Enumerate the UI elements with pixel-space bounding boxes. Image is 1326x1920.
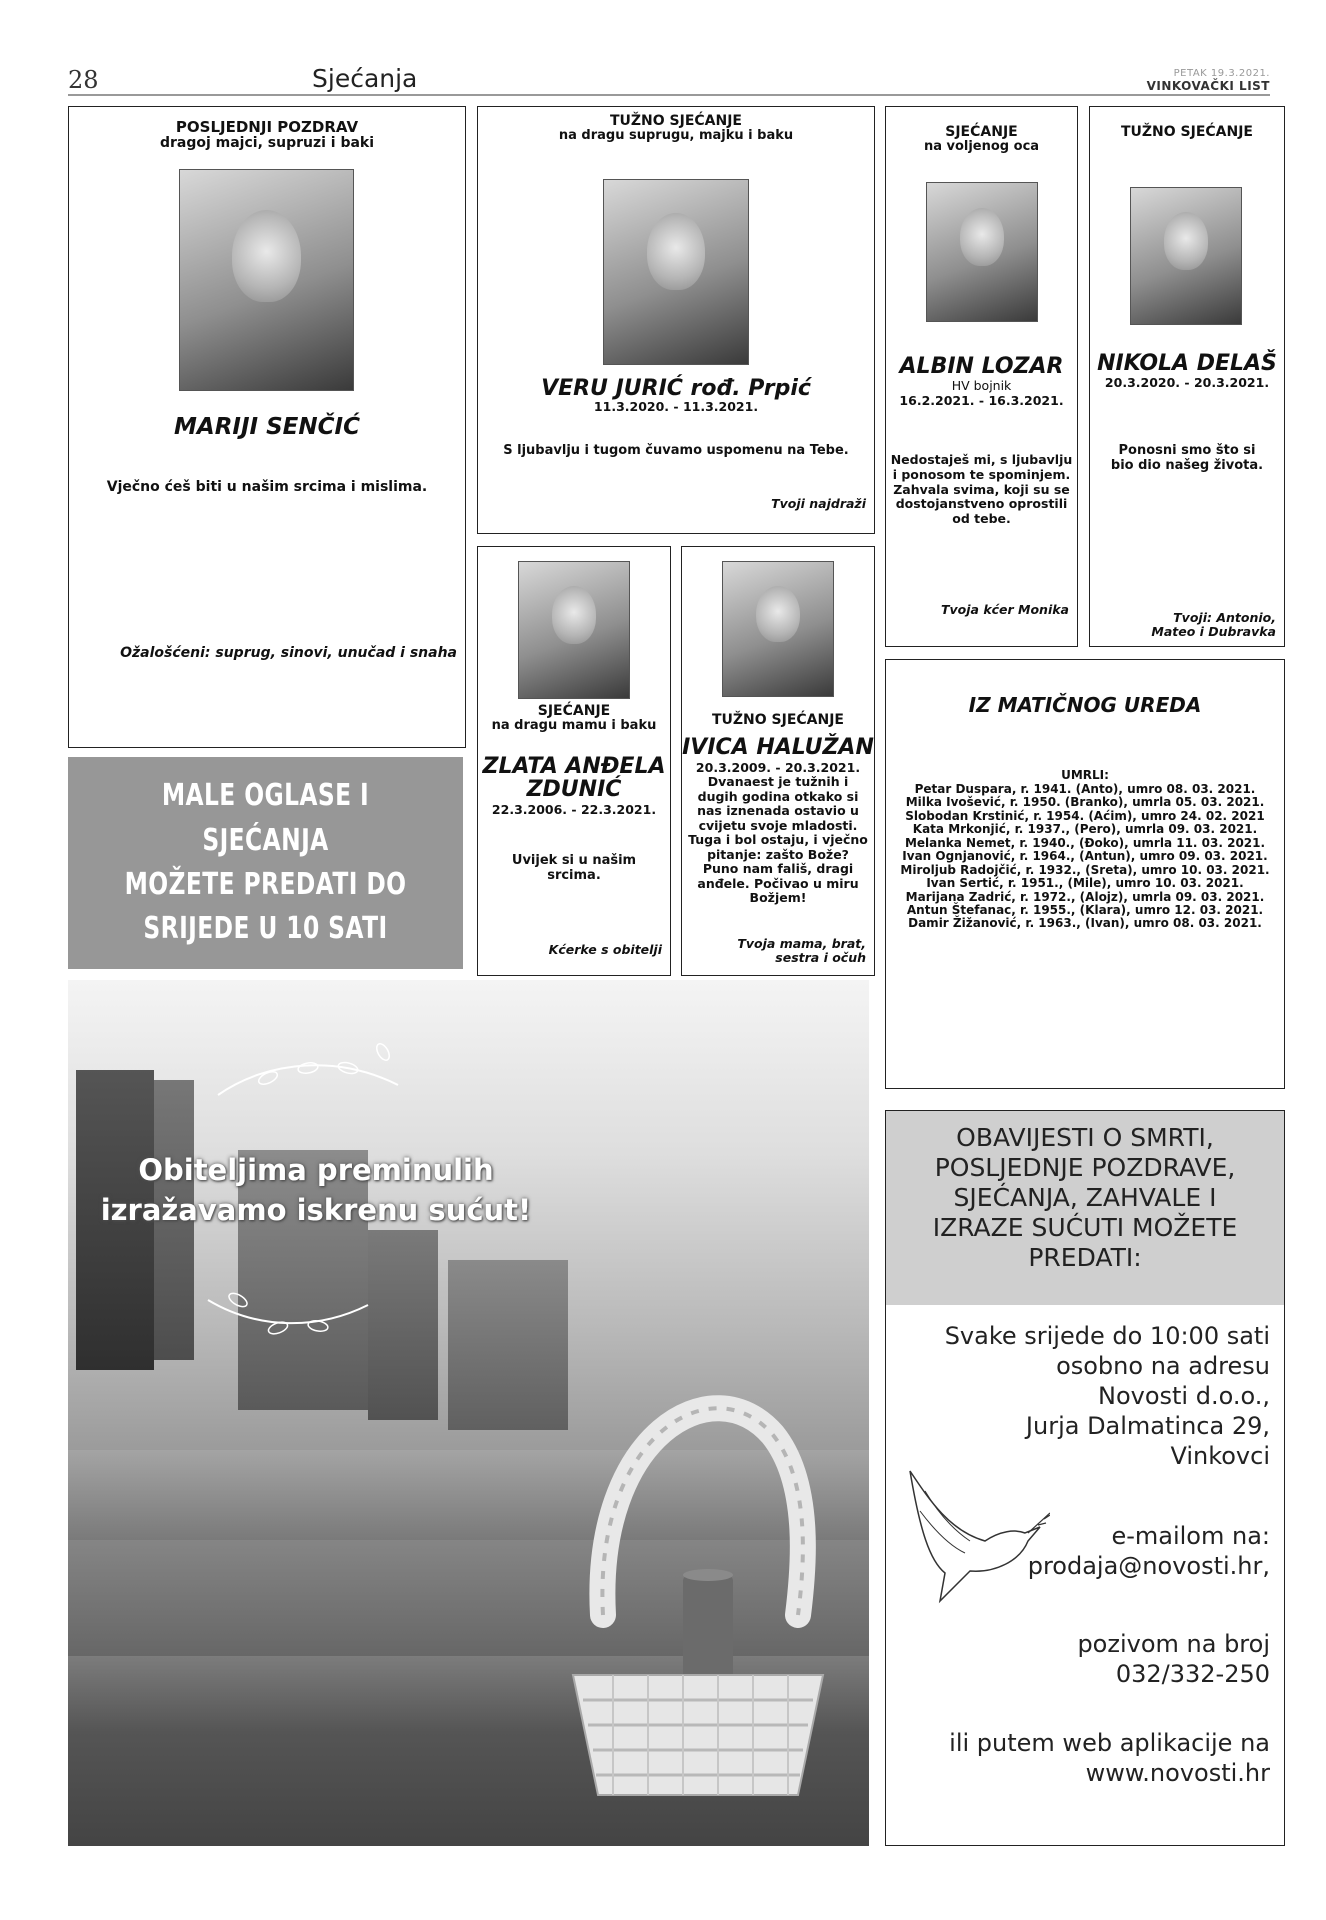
basket-illustration [563, 1375, 833, 1805]
notice-message: Vječno ćeš biti u našim srcima i mislima. [106, 479, 428, 495]
condolence-ad [68, 980, 869, 1846]
signature-line: sestra i očuh [775, 950, 866, 966]
notice-ivica-haluzan [681, 546, 875, 976]
section-title: Sjećanja [312, 64, 418, 93]
life-dates: 22.3.2006. - 22.3.2021. [491, 802, 657, 817]
notice-subtitle: dragoj majci, supruzi i baki [159, 134, 375, 151]
signature-line: Mateo i Dubravka [1151, 624, 1276, 640]
info-line: prodaja@novosti.hr, [1027, 1552, 1270, 1580]
paper-name: VINKOVAČKI LIST [1146, 79, 1270, 93]
deceased-name: MARIJI SENČIĆ [174, 414, 360, 440]
promo-line: SRIJEDE U 10 SATI [143, 911, 388, 947]
in-person-info [945, 1321, 1270, 1471]
info-line: 032/332-250 [1115, 1660, 1270, 1688]
notice-signature: Ožalošćeni: suprug, sinovi, unučad i snaha [120, 645, 457, 661]
deceased-entry: Ivan Ognjanović, r. 1964., (Antun), umro 09. 03. 2021. [902, 849, 1268, 864]
notice-title: SJEĆANJE [945, 124, 1018, 140]
notice-signature [737, 937, 866, 966]
deceased-entry: Antun Štefanac, r. 1955., (Klara), umro 12. 03. 2021. [906, 902, 1264, 917]
submission-heading [886, 1111, 1284, 1305]
leaf-ornament-icon [208, 1040, 408, 1110]
notice-title: POSLJEDNJI POZDRAV [175, 118, 359, 136]
page-number: 28 [68, 66, 99, 94]
deceased-entry: Ivan Sertić, r. 1951., (Mile), umro 10. 03. 2021. [926, 876, 1244, 891]
registry-office-box [885, 659, 1285, 1089]
notice-message: Uvijek si u našim srcima. [511, 853, 637, 884]
dove-icon [900, 1461, 1050, 1611]
email-info [1028, 1521, 1270, 1581]
info-line: Svake srijede do 10:00 sati [944, 1322, 1270, 1350]
signature-line: Tvoji: Antonio, [1173, 610, 1276, 625]
notice-title: TUŽNO SJEĆANJE [609, 113, 742, 129]
promo-text [111, 774, 419, 952]
life-dates: 20.3.2020. - 20.3.2021. [1104, 375, 1270, 390]
deceased-label: UMRLI: [1061, 768, 1109, 782]
deceased-entry: Kata Mrkonjić, r. 1937., (Pero), umrla 09. 03. 2021. [912, 822, 1258, 837]
deceased-name [478, 755, 670, 801]
notice-subtitle: na dragu mamu i baku [491, 718, 657, 734]
rank: HV bojnik [951, 378, 1012, 393]
promo-line: MALE OGLASE I SJEĆANJA [161, 778, 370, 858]
notice-title: TUŽNO SJEĆANJE [711, 712, 844, 728]
promo-banner [68, 757, 463, 969]
condolence-message [96, 1150, 536, 1230]
ad-line: izražavamo iskrenu sućut! [100, 1193, 532, 1228]
notice-message: Dvanaest je tužnih i dugih godina otkako si nas iznenada ostavio u cvijetu svoje mladosti. Tuga i bol ostaju, i vječno pitanje: zašto Bože? Puno nam fališ, dragi anđele. Počivao u miru Božjem! [688, 774, 868, 905]
deceased-entry: Damir Žižanović, r. 1963., (Ivan), umro 08. 03. 2021. [908, 916, 1262, 931]
info-line: Novosti d.o.o., [1097, 1382, 1270, 1410]
notice-subtitle: na voljenog oca [923, 139, 1040, 155]
info-line: e-mailom na: [1111, 1522, 1270, 1550]
deceased-entry: Milka Ivošević, r. 1950. (Branko), umrla 05. 03. 2021. [905, 795, 1265, 810]
life-dates: 11.3.2020. - 11.3.2021. [593, 399, 759, 414]
issue-date: PETAK 19.3.2021. [1173, 68, 1270, 79]
leaf-ornament-icon [198, 1280, 378, 1350]
name-line: ZDUNIĆ [526, 777, 622, 803]
web-info [949, 1728, 1270, 1788]
portrait-photo [722, 561, 834, 697]
portrait-photo [518, 561, 630, 699]
notice-message: Nedostaješ mi, s ljubavlju i ponosom te spominjem. Zahvala svima, koji su se dostojanstveno oprostili od tebe. [890, 452, 1073, 526]
life-dates: 20.3.2009. - 20.3.2021. [695, 760, 861, 775]
life-dates: 16.2.2021. - 16.3.2021. [899, 393, 1064, 408]
heading-line: IZRAZE SUĆUTI MOŽETE [932, 1213, 1238, 1242]
notice-signature: Tvoji najdraži [771, 496, 866, 511]
name-line: ZLATA ANĐELA [482, 754, 666, 779]
notice-zlata-zdunic [477, 546, 671, 976]
notice-signature [1151, 611, 1276, 640]
deceased-entry: Marijana Zadrić, r. 1972., (Alojz), umrla 09. 03. 2021. [905, 889, 1265, 904]
notice-albin-lozar [885, 106, 1078, 647]
masthead [1147, 68, 1270, 93]
portrait-photo [926, 182, 1038, 322]
promo-line: MOŽETE PREDATI DO [124, 867, 407, 902]
registry-title: IZ MATIČNOG UREDA [968, 693, 1202, 717]
notice-title: TUŽNO SJEĆANJE [1120, 124, 1253, 140]
submission-info-box [885, 1110, 1285, 1846]
heading-line: OBAVIJESTI O SMRTI, [956, 1123, 1214, 1152]
notice-signature: Kćerke s obitelji [548, 942, 662, 957]
deceased-entry: Miroljub Radojčić, r. 1932., (Sreta), umro 10. 03. 2021. [900, 862, 1270, 877]
notice-marija-sencic [68, 106, 466, 748]
deceased-entry: Petar Duspara, r. 1941. (Anto), umro 08. 03. 2021. [914, 782, 1256, 796]
info-line: Vinkovci [1170, 1442, 1270, 1470]
portrait-photo [1130, 187, 1242, 325]
info-line: osobno na adresu [1056, 1352, 1270, 1380]
deceased-list [886, 783, 1284, 931]
phone-info [1077, 1629, 1270, 1689]
heading-line: SJEĆANJA, ZAHVALE I [953, 1183, 1217, 1212]
notice-subtitle: na dragu suprugu, majku i baku [558, 128, 794, 144]
heading-line: POSLJEDNJE POZDRAVE, [934, 1153, 1236, 1182]
deceased-name: NIKOLA DELAŠ [1097, 351, 1277, 376]
portrait-photo [179, 169, 354, 391]
notice-message: S ljubavlju i tugom čuvamo uspomenu na Tebe. [503, 443, 849, 458]
heading-line: PREDATI: [1028, 1243, 1142, 1272]
info-line: pozivom na broj [1077, 1630, 1270, 1658]
info-line: www.novosti.hr [1085, 1759, 1270, 1787]
info-line: Jurja Dalmatinca 29, [1025, 1412, 1270, 1440]
info-line: ili putem web aplikacije na [949, 1729, 1270, 1757]
notice-message: Ponosni smo što si bio dio našeg života. [1110, 443, 1264, 474]
signature-line: Tvoja mama, brat, [737, 936, 866, 951]
notice-nikola-delas [1089, 106, 1285, 647]
deceased-name: IVICA HALUŽAN [682, 735, 874, 760]
ad-line: Obiteljima preminulih [138, 1153, 494, 1187]
deceased-name: ALBIN LOZAR [899, 354, 1064, 379]
notice-signature: Tvoja kćer Monika [940, 602, 1069, 617]
header-rule [68, 94, 1270, 96]
portrait-photo [603, 179, 749, 365]
notice-title: SJEĆANJE [537, 703, 611, 719]
notice-vera-juric [477, 106, 875, 534]
deceased-entry: Melanka Nemet, r. 1940., (Đoko), umrla 11. 03. 2021. [904, 835, 1266, 850]
deceased-name: VERU JURIĆ rođ. Prpić [541, 376, 811, 401]
deceased-entry: Slobodan Krstinić, r. 1954. (Aćim), umro 24. 02. 2021 [905, 808, 1265, 823]
